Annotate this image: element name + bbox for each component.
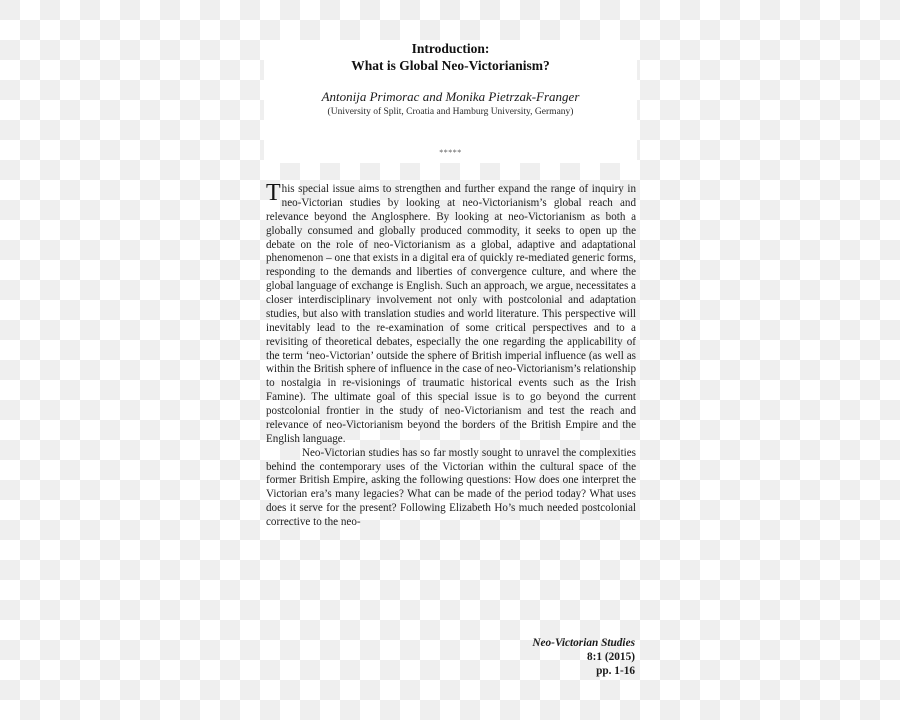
authors: Antonija Primorac and Monika Pietrzak-Franger: [321, 89, 580, 104]
paragraph-1: [266, 180, 636, 447]
journal-issue: 8:1 (2015): [586, 650, 635, 663]
affiliation: (University of Split, Croatia and Hamburg University, Germany): [327, 107, 574, 117]
article-title: What is Global Neo-Victorianism?: [351, 58, 550, 73]
drop-cap: T: [266, 180, 281, 206]
paragraph-1-text: his special issue aims to strengthen and further expand the range of inquiry in neo-Victorian studies by looking at neo-Victorianism’s global reach and relevance beyond the Anglosphere. By looking at neo-Victorianism as both a globally consumed and globally produced commodity, it seeks to open up the debate on the role of neo-Victorianism as a global, adaptive and adaptational phenomenon – one that exists in a digital era of quickly re-mediated generic forms, responding to the demands and liberties of convergence culture, and where the global language of exchange is English. Such an approach, we argue, necessitates a closer interdisciplinary involvement not only with postcolonial and adaptation studies, but also with translation studies and world literature. This perspective will inevitably lead to the re-examination of some critical perspectives and to a revisiting of theoretical debates, especially the one regarding the applicability of the term ‘neo-Victorian’ outside the sphere of British imperial influence (as well as within the British sphere of influence in the case of neo-Victorianism’s relationship to nostalgia in re-visionings of traumatic historical events such as the Irish Famine). The ultimate goal of this special issue is to go beyond the current postcolonial frontier in the study of neo-Victorianism and test the reach and relevance of neo-Victorianism beyond the borders of the British Empire and the English language.: [266, 183, 636, 445]
journal-footer: [480, 637, 635, 678]
page-range: pp. 1-16: [596, 664, 635, 677]
paragraph-2: Neo-Victorian studies has so far mostly sought to unravel the complexities behind the contemporary uses of the Victorian within the cultural space of the former British Empire, asking the following questions: How does one interpret the Victorian era’s many legacies? What can be made of the period today? What uses does it serve for the present? Following Elizabeth Ho’s much needed postcolonial corrective to the neo-: [266, 446, 636, 528]
section-separator: *****: [439, 148, 462, 157]
article-title-label: Introduction:: [411, 41, 490, 56]
article-body: [266, 180, 636, 530]
journal-name: Neo-Victorian Studies: [532, 637, 635, 649]
